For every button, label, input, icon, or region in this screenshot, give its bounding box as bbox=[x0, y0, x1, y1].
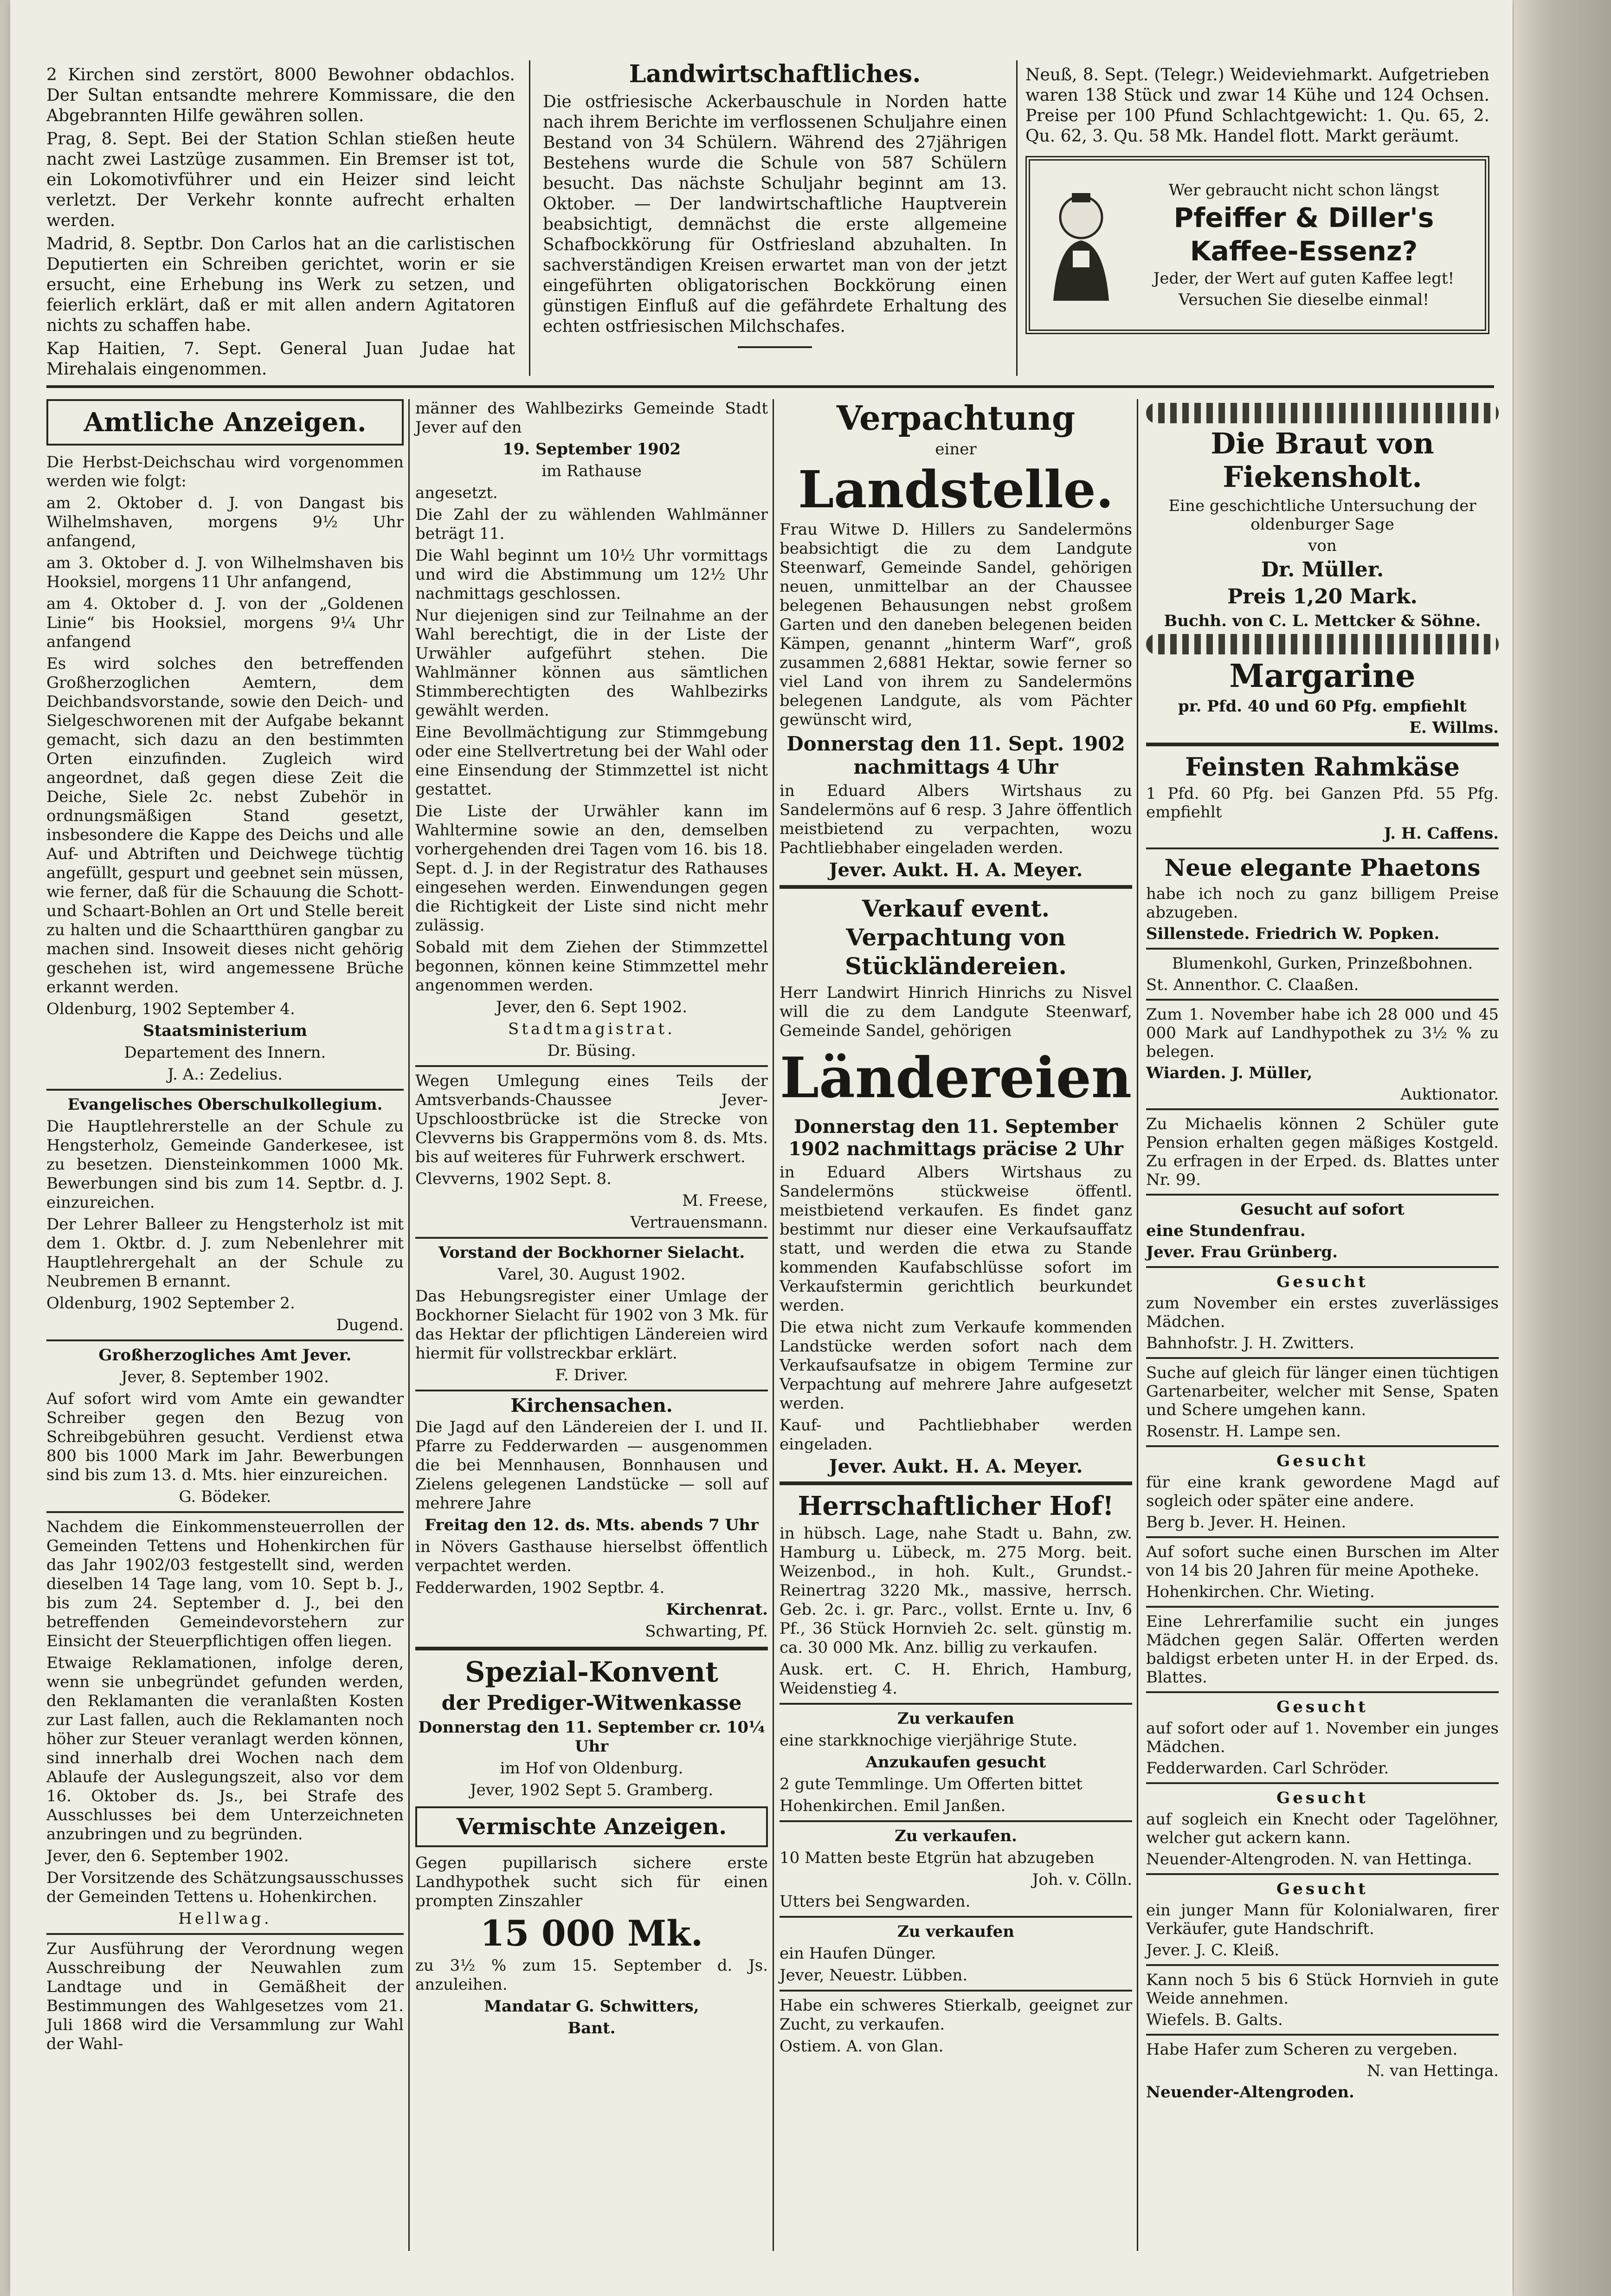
signature: Neuender-Altengroden. bbox=[1146, 2083, 1354, 2102]
verk-date: Donnerstag den 11. September 1902 nachmittags präcise 2 Uhr bbox=[788, 1116, 1123, 1160]
separator bbox=[415, 1390, 768, 1391]
section-title: Landwirtschaftliches. bbox=[629, 60, 921, 88]
ad-title: Gesucht bbox=[1276, 1789, 1368, 1807]
amt-text: Auf sofort wird vom Amte ein gewandter Schreiber gegen den Bezug von Schreibgebühren gesucht. Verdienst etwa 800 bis 1000 Mark im Jahr. Bewerbungen sind bis zum 13. d. Mts. hier einzureichen. bbox=[46, 1390, 404, 1484]
signature: Jever, Neuestr. Lübben. bbox=[780, 1966, 968, 1985]
news-item: Prag, 8. Sept. Bei der Station Schlan stießen heute nacht zwei Lastzüge zusammen. Ein Bremser ist tot, ein Lokomotivführer und ein Heizer sind leicht verletzt. Der Verkehr konnte aufrecht erhalten werden. bbox=[46, 129, 515, 230]
verp-date: Donnerstag den 11. Sept. 1902 nachmittags 4 Uhr bbox=[786, 732, 1125, 778]
signature: Neuender-Altengroden. N. van Hettinga. bbox=[1146, 1850, 1472, 1869]
signature: N. van Hettinga. bbox=[1366, 2062, 1499, 2080]
verp-title: Verpachtung bbox=[836, 398, 1076, 438]
top-col-2 bbox=[543, 60, 1007, 348]
separator bbox=[780, 1990, 1132, 1992]
signature: Der Vorsitzende des Schätzungsausschusses der Gemeinden Tettens u. Hohenkirchen. bbox=[46, 1869, 404, 1906]
verp-title: Landstelle. bbox=[798, 459, 1114, 519]
ad-text: eine starkknochige vierjährige Stute. bbox=[780, 1731, 1077, 1750]
page-edge bbox=[1514, 0, 1611, 2296]
ad-text: Kann noch 5 bis 6 Stück Hornvieh in gute Weide annehmen. bbox=[1146, 1971, 1499, 2008]
konvent-title: Spezial-Konvent bbox=[465, 1656, 718, 1688]
phae-title: Neue elegante Phaetons bbox=[1164, 854, 1481, 881]
place-date: Varel, 30. August 1902. bbox=[497, 1265, 686, 1284]
ad-text: Habe ein schweres Stierkalb, geeignet zur Zucht, zu verkaufen. bbox=[780, 1996, 1132, 2034]
signature: Hohenkirchen. Chr. Wieting. bbox=[1146, 1583, 1375, 1601]
ad-text: 10 Matten beste Etgrün hat abzugeben bbox=[780, 1849, 1095, 1867]
news-item: 2 Kirchen sind zerstört, 8000 Bewohner obdachlos. Der Sultan entsandte mehrere Kommissare, die den Abgebrannten Hilfe gewähren sollen. bbox=[46, 65, 515, 125]
ad-title: Gesucht bbox=[1276, 1452, 1368, 1470]
signature: Dr. Büsing. bbox=[547, 1041, 636, 1060]
column-divider bbox=[529, 60, 530, 376]
rahm-text: 1 Pfd. 60 Pfg. bei Ganzen Pfd. 55 Pfg. empfiehlt bbox=[1146, 784, 1499, 821]
verk-text: in Eduard Albers Wirtshaus zu Sandelermöns stückweise öffentl. meistbietend verkaufen. Es findet ganz bestimmt nur dieser eine Verkaufsauffatz statt, und werden die etwa zu Stande kommenden Kaufabschlüsse sofort im Verkaufstermin gerichtlich beurkundet werden. bbox=[780, 1163, 1132, 1315]
signature: E. Willms. bbox=[1409, 718, 1499, 737]
signature: Vertrauensmann. bbox=[630, 1213, 768, 1232]
phae-text: habe ich noch zu ganz billigem Preise abzugeben. bbox=[1146, 885, 1499, 922]
place-date: Jever, 8. September 1902. bbox=[121, 1368, 329, 1386]
wahl-text: männer des Wahlbezirks Gemeinde Stadt Jever auf den bbox=[415, 399, 768, 437]
separator bbox=[780, 1916, 1132, 1918]
signature: J. H. Caffens. bbox=[1384, 824, 1499, 843]
signature: Bant. bbox=[567, 2019, 616, 2037]
end-rule bbox=[738, 346, 812, 348]
signature: Auktionator. bbox=[1400, 1085, 1499, 1104]
separator bbox=[1146, 1873, 1499, 1875]
siel-text: Das Hebungsregister einer Umlage der Bockhorner Sielacht für 1902 von 3 Mk. für das Hektar der pflichtigen Ländereien wird hiermit für vollstreckbar erklärt. bbox=[415, 1287, 768, 1363]
verm-text: Gegen pupillarisch sichere erste Landhypothek sucht sich für einen prompten Zinszahler bbox=[415, 1854, 768, 1910]
agri-text: Die ostfriesische Ackerbauschule in Norden hatte nach ihrem Berichte im verflossenen Schuljahre einen Bestand von 34 Schülern. Während des 27jährigen Bestehens wurde die Schule von 587 Schülern besucht. Das nächste Schuljahr beginnt am 13. Oktober. — Der landwirtschaftliche Hauptverein beabsichtigt, demnächst die erste allgemeine Schafbockkörung für Ostfriesland abzuhalten. In sachverständigen Kreisen erwartet man von der jetzt eingeführten obligatorischen Bockkörung einen günstigen Einfluß auf die gefährdete Erhaltung des echten ostfriesischen Milchschafes. bbox=[543, 92, 1007, 336]
signature: Jever, 1902 Sept 5. Gramberg. bbox=[470, 1781, 714, 1799]
signature: Departement des Innern. bbox=[124, 1043, 326, 1062]
ad-text: Suche auf gleich für länger einen tüchtigen Gartenarbeiter, welcher mit Sense, Spaten und Schere umgehen kann. bbox=[1146, 1364, 1499, 1419]
separator bbox=[1146, 1108, 1499, 1110]
place-date: Jever, den 6. Sept 1902. bbox=[496, 998, 688, 1016]
verp-text: Frau Witwe D. Hillers zu Sandelermöns beabsichtigt die zu dem Landgute Steenwarf, Gemeinde Sandel, gehörigen neuen, unmittelbar an der Chaussee belegenen Behausungen nebst großem Garten und den daneben belegenen beiden Kämpen, genannt „hinterm Warf“, groß zusammen 2,6881 Hektar, sowie ferner so viel Land von ihrem zu Sandelermöns belegenen Landgute, als vom Pächter gewünscht wird, bbox=[780, 520, 1132, 729]
place-date: Oldenburg, 1902 September 4. bbox=[46, 1000, 295, 1018]
signature: Stadtmagistrat. bbox=[508, 1020, 675, 1038]
separator bbox=[780, 1481, 1132, 1485]
separator bbox=[46, 1933, 404, 1935]
signature: Fedderwarden. Carl Schröder. bbox=[1146, 1759, 1389, 1778]
separator bbox=[46, 1511, 404, 1513]
separator bbox=[415, 1647, 768, 1650]
place-date: Clevverns, 1902 Sept. 8. bbox=[415, 1170, 612, 1188]
ad-text: ein Haufen Dünger. bbox=[780, 1944, 936, 1963]
blum-text: Blumenkohl, Gurken, Prinzeßbohnen. bbox=[1172, 954, 1473, 973]
kirchen-text: in Növers Gasthause hierselbst öffentlich verpachtet werden. bbox=[415, 1538, 768, 1575]
deich-text: am 2. Oktober d. J. von Dangast bis Wilhelmshaven, morgens 9½ Uhr anfangend, bbox=[46, 494, 404, 550]
ad-text: Habe Hafer zum Scheren zu vergeben. bbox=[1146, 2040, 1458, 2059]
signature: Bahnhofstr. J. H. Zwitters. bbox=[1146, 1334, 1354, 1352]
ad-text: 2 gute Temmlinge. Um Offerten bittet bbox=[780, 1775, 1083, 1793]
deich-text: am 4. Oktober d. J. von der „Goldenen Linie“ bis Hooksiel, morgens 9¼ Uhr anfangend bbox=[46, 595, 404, 651]
section-title: Amtliche Anzeigen. bbox=[84, 407, 367, 438]
konvent-date: Donnerstag den 11. September cr. 10¼ Uhr bbox=[418, 1718, 765, 1756]
column-divider bbox=[1016, 60, 1018, 376]
hof-title: Herrschaftlicher Hof! bbox=[798, 1491, 1114, 1521]
verk-text: Kauf- und Pachtliebhaber werden eingeladen. bbox=[780, 1416, 1132, 1454]
ad-title: Gesucht auf sofort bbox=[1240, 1200, 1405, 1219]
ad-title: Gesucht bbox=[1276, 1273, 1368, 1291]
deich-text: Es wird solches den betreffenden Großherzoglichen Aemtern, dem Deichbandsvorstande, sowie den Deich- und Sielgeschworenen mit der Aufgabe bekannt gemacht, sich dazu an den bestimmten Orten einzufinden. Zugleich wird angeordnet, daß gegen diese Zeit die Deiche, Siele 2c. nebst Zubehör in ordnungsmäßigen Stand gesetzt, insbesondere die Kappe des Deichs und alle Auf- und Abtriften und Deichwege tüchtig angefüllt, gespurt und geebnet sein müssen, wie ferner, daß für die Schauung die Schott- und Schaart-Bohlen an Ort und Stelle bereit zu halten und die Schaartthüren gangbar zu machen sind. Insoweit dieses nicht gehörig geschehen ist, wird angemessene Brüche erkannt werden. bbox=[46, 654, 404, 996]
ad-text: eine Stundenfrau. bbox=[1146, 1222, 1306, 1240]
ornament-border bbox=[1146, 403, 1499, 423]
wahl-text: Nur diejenigen sind zur Teilnahme an der Wahl berechtigt, die in der Liste der Urwähler aufgeführt stehen. Die Wahlmänner können aus sämtlichen Stimmberechtigten des Wahlbezirks gewählt werden. bbox=[415, 606, 768, 720]
top-col-3 bbox=[1025, 65, 1489, 339]
signature: Wiefels. B. Galts. bbox=[1146, 2011, 1283, 2029]
ad-title: Zu verkaufen bbox=[897, 1709, 1014, 1728]
separator bbox=[46, 1339, 404, 1341]
konvent-place: im Hof von Oldenburg. bbox=[500, 1759, 683, 1778]
steuer-text: Etwaige Reklamationen, infolge deren, wenn sie unbegründet gefunden werden, den Reklamanten die veranlaßten Kosten zur Last fallen, auch die Reklamanten noch höher zur Steuer veranlagt werden können, sind innerhalb drei Wochen nach dem Ablaufe der Auslegungszeit, also vor dem 16. Oktober ds. Js., bei Strafe des Ausschlusses bei dem Unterzeichneten anzubringen und zu begründen. bbox=[46, 1654, 404, 1843]
steuer-text: Nachdem die Einkommensteuerrollen der Gemeinden Tettens und Hohenkirchen für das Jahr 1902/03 festgestellt sind, werden dieselben 14 Tage lang, vom 10. Sept b. J., bis zum 24. September d. J., bei den betreffenden Gemeindevorstehern zur Einsicht der Steuerpflichtigen offen liegen. bbox=[46, 1518, 404, 1650]
news-item: Kap Haitien, 7. Sept. General Juan Judae hat Mirehalais eingenommen. bbox=[46, 339, 515, 379]
chaussee-text: Wegen Umlegung eines Teils der Amtsverbands-Chaussee Jever-Upschloostbrücke ist die Strecke von Clevverns bis Grappermöns vom 8. ds. Mts. bis auf weiteres für Fuhrwerk erschwert. bbox=[415, 1072, 768, 1166]
signature: Ostiem. A. von Glan. bbox=[780, 2037, 944, 2056]
kirchen-text: Die Jagd auf den Ländereien der I. und II. Pfarre zu Fedderwarden — ausgenommen die bei Mennhausen, Bonnhausen und Zielens gelegenen Landstücke — soll auf mehrere Jahre bbox=[415, 1418, 768, 1513]
verk-text: Die etwa nicht zum Verkaufe kommenden Landstücke werden sofort nach dem Verkaufsaufsatze in obigem Termine zur Verpachtung auf mehrere Jahre aufgesetzt werden. bbox=[780, 1318, 1132, 1413]
verp-title: einer bbox=[935, 440, 977, 459]
place-date: Fedderwarden, 1902 Septbr. 4. bbox=[415, 1578, 665, 1597]
verk-title: Verkauf event. Verpachtung von Stückländereien. bbox=[845, 895, 1067, 980]
separator bbox=[1146, 1445, 1499, 1447]
signature: St. Annenthor. C. Claaßen. bbox=[1146, 976, 1359, 994]
verm-amount: 15 000 Mk. bbox=[480, 1913, 703, 1954]
ad-text: Eine Lehrerfamilie sucht ein junges Mädchen gegen Salär. Offerten werden baldigst erbeten unter H. in der Erped. ds. Blattes. bbox=[1146, 1612, 1499, 1687]
ev-text: Die Hauptlehrerstelle an der Schule zu Hengsterholz, Gemeinde Ganderkesee, ist zu besetzen. Diensteinkommen 1000 Mk. Bewerbungen sind bis zum 14. Septbr. d. J. einzureichen. bbox=[46, 1117, 404, 1212]
ad-title: Gesucht bbox=[1276, 1880, 1368, 1898]
news-item: Madrid, 8. Septbr. Don Carlos hat an die carlistischen Deputierten ein Schreiben gerichtet, worin er sie ersucht, eine Erhebung ins Werk zu setzen, und feierlich erklärt, daß er mit allen andern Agitatoren nichts zu schaffen habe. bbox=[46, 234, 515, 335]
place-date: Oldenburg, 1902 September 2. bbox=[46, 1294, 295, 1313]
signature: Dugend. bbox=[336, 1316, 404, 1334]
signature: Hellwag. bbox=[178, 1909, 272, 1928]
verk-big: Ländereien bbox=[780, 1045, 1132, 1111]
signature: M. Freese, bbox=[682, 1191, 768, 1210]
signature: Kirchenrat. bbox=[666, 1600, 768, 1619]
signature: Utters bei Sengwarden. bbox=[780, 1892, 971, 1911]
deich-text: am 3. Oktober d. J. von Wilhelmshaven bis Hooksiel, morgens 11 Uhr anfangend, bbox=[46, 554, 404, 591]
signature: Sillenstede. Friedrich W. Popken. bbox=[1146, 925, 1440, 943]
kaffee-line: Wer gebraucht nicht schon längst bbox=[1168, 181, 1439, 200]
separator bbox=[780, 885, 1132, 889]
hyp-text: Zum 1. November habe ich 28 000 und 45 000 Mark auf Landhypothek zu 3½ % zu belegen. bbox=[1146, 1005, 1499, 1061]
separator bbox=[1146, 2034, 1499, 2036]
wahl-text: Sobald mit dem Ziehen der Stimmzettel begonnen, können keine Stimmzettel mehr angenommen werden. bbox=[415, 938, 768, 995]
braut-title: Die Braut von Fiekensholt. bbox=[1211, 427, 1434, 494]
verk-text: Herr Landwirt Hinrich Hinrichs zu Nisvel will die zu dem Landgute Steenwarf, Gemeinde Sandel, gehörigen bbox=[780, 983, 1132, 1040]
wahl-place: im Rathause bbox=[541, 462, 642, 480]
kaffee-line: Jeder, der Wert auf guten Kaffee legt! bbox=[1153, 269, 1455, 288]
column-divider bbox=[773, 399, 774, 2251]
separator bbox=[780, 1820, 1132, 1822]
section-title: Evangelisches Oberschulkollegium. bbox=[67, 1095, 383, 1114]
col-3 bbox=[780, 399, 1132, 2059]
ev-text: Der Lehrer Balleer zu Hengsterholz ist mit dem 1. Oktbr. d. J. zum Nebenlehrer mit Hauptlehrergehalt an der Schule zu Neubremen B ernannt. bbox=[46, 1215, 404, 1291]
separator bbox=[415, 1237, 768, 1239]
separator bbox=[1146, 1691, 1499, 1693]
col-4 bbox=[1146, 399, 1499, 2104]
section-rule bbox=[46, 385, 1494, 388]
separator bbox=[1146, 743, 1499, 746]
deich-text: Die Herbst-Deichschau wird vorgenommen werden wie folgt: bbox=[46, 453, 404, 491]
verp-text: in Eduard Albers Wirtshaus zu Sandelermöns auf 6 resp. 3 Jahre öffentlich meistbietend zu verpachten, wozu Pachtliebhaber eingeladen werden. bbox=[780, 782, 1132, 857]
signature: F. Driver. bbox=[555, 1366, 628, 1384]
man-drinking-illustration bbox=[1039, 185, 1123, 305]
section-title: Kirchensachen. bbox=[510, 1395, 673, 1416]
col-2 bbox=[415, 399, 768, 2041]
signature: Rosenstr. H. Lampe sen. bbox=[1146, 1422, 1341, 1441]
ad-text: auf sogleich ein Knecht oder Tagelöhner, welcher gut ackern kann. bbox=[1146, 1810, 1499, 1847]
separator bbox=[1146, 999, 1499, 1001]
separator bbox=[1146, 847, 1499, 849]
ad-text: für eine krank gewordene Magd auf sogleich oder später eine andere. bbox=[1146, 1473, 1499, 1510]
wahl-text: Die Liste der Urwähler kann im Wahltermine sowie an den, demselben vorhergehenden drei Tagen vom 16. bis 18. Sept. d. J. in der Registratur des Rathauses eingesehen werden. Einwendungen gegen die Richtigkeit der Liste sind nicht mehr zulässig. bbox=[415, 802, 768, 935]
market-report: Neuß, 8. Sept. (Telegr.) Weideviehmarkt. Aufgetrieben waren 138 Stück und zwar 14 Kühe und 124 Ochsen. Preise per 100 Pfund Schlachtgewicht: 1. Qu. 65, 2. Qu. 62, 3. Qu. 58 Mk. Handel flott. Markt geräumt. bbox=[1025, 65, 1489, 146]
separator bbox=[1146, 948, 1499, 950]
hof-text: in hübsch. Lage, nahe Stadt u. Bahn, zw. Hamburg u. Lübeck, m. 275 Morg. beit. Weizenbod., in hoh. Kult., Grundst.-Reinertrag 3220 Mk., massive, herrsch. Geb. 2c. i. gr. Parc., vollst. Ernte u. Inv, 6 Pf., 36 Stück Hornvieh 2c. selt. günstig m. ca. 30 000 Mk. Anz. billig zu verkaufen. bbox=[780, 1524, 1132, 1657]
signature: Jever. Frau Grünberg. bbox=[1146, 1243, 1338, 1261]
wahl-text: Die Wahl beginnt um 10½ Uhr vormittags und wird die Abstimmung um 12½ Uhr nachmittags geschlossen. bbox=[415, 546, 768, 603]
wahl-text: Zur Ausführung der Verordnung wegen Ausschreibung der Neuwahlen zum Landtage und in Gemäßheit der Bestimmungen des Wahlgesetzes vom 21. Juli 1868 wird die Versammlung zur Wahl der Wahl- bbox=[46, 1940, 404, 2053]
signature: Mandatar G. Schwitters, bbox=[484, 1997, 699, 2016]
separator bbox=[1146, 1782, 1499, 1784]
top-col-1 bbox=[46, 65, 515, 382]
rahm-title: Feinsten Rahmkäse bbox=[1185, 752, 1460, 782]
wahl-date: 19. September 1902 bbox=[502, 440, 681, 459]
separator bbox=[1146, 1266, 1499, 1268]
marg-text: pr. Pfd. 40 und 60 Pfg. empfiehlt bbox=[1178, 697, 1467, 716]
amtliche-title-box bbox=[46, 399, 404, 446]
separator bbox=[1146, 1606, 1499, 1608]
vermischte-title-box bbox=[415, 1806, 768, 1847]
ad-title: Zu verkaufen bbox=[897, 1922, 1014, 1941]
braut-author: Dr. Müller. bbox=[1261, 558, 1384, 582]
signature: Jever. J. C. Kleiß. bbox=[1146, 1941, 1280, 1960]
separator bbox=[1146, 1536, 1499, 1538]
wahl-text: Eine Bevollmächtigung zur Stimmgebung oder eine Stellvertretung bei der Wahl oder eine Einsendung der Stimmzettel ist nicht gestattet. bbox=[415, 723, 768, 799]
column-divider bbox=[1137, 399, 1138, 2251]
signature: J. A.: Zedelius. bbox=[168, 1065, 283, 1084]
verm-text: zu 3½ % zum 15. September d. Js. anzuleihen. bbox=[415, 1956, 768, 1994]
col-1 bbox=[46, 399, 404, 2057]
separator bbox=[780, 1703, 1132, 1705]
kaffee-brand: Pfeiffer & Diller's bbox=[1173, 202, 1434, 233]
braut-von: von bbox=[1308, 537, 1337, 555]
braut-sub: Eine geschichtliche Untersuchung der oldenburger Sage bbox=[1168, 497, 1476, 534]
pens-text: Zu Michaelis können 2 Schüler gute Pension erhalten gegen mäßiges Kostgeld. Zu erfragen in der Erped. ds. Blattes unter Nr. 99. bbox=[1146, 1115, 1499, 1189]
ornament-border bbox=[1146, 634, 1499, 654]
place-date: Jever, den 6. September 1902. bbox=[46, 1847, 289, 1865]
ad-text: Auf sofort suche einen Burschen im Alter von 14 bis 20 Jahren für meine Apotheke. bbox=[1146, 1543, 1499, 1580]
separator bbox=[1146, 1357, 1499, 1359]
signature: Ausk. ert. C. H. Ehrich, Hamburg, Weidenstieg 4. bbox=[780, 1660, 1132, 1698]
section-title: Vermischte Anzeigen. bbox=[456, 1814, 727, 1840]
section-title: Großherzogliches Amt Jever. bbox=[98, 1346, 352, 1365]
separator bbox=[46, 1089, 404, 1091]
column-divider bbox=[408, 399, 410, 2251]
section-title: Vorstand der Bockhorner Sielacht. bbox=[438, 1243, 745, 1262]
signature: Wiarden. J. Müller, bbox=[1146, 1064, 1313, 1082]
ad-title: Gesucht bbox=[1276, 1698, 1368, 1716]
marg-title: Margarine bbox=[1229, 658, 1416, 695]
separator bbox=[415, 1065, 768, 1067]
ad-title: Anzukaufen gesucht bbox=[865, 1753, 1046, 1772]
signature: Jever. Aukt. H. A. Meyer. bbox=[829, 1455, 1083, 1477]
kirchen-date: Freitag den 12. ds. Mts. abends 7 Uhr bbox=[425, 1516, 759, 1534]
signature: Jever. Aukt. H. A. Meyer. bbox=[829, 859, 1083, 881]
ad-text: ein junger Mann für Kolonialwaren, firer Verkäufer, gute Handschrift. bbox=[1146, 1901, 1499, 1938]
ad-text: auf sofort oder auf 1. November ein junges Mädchen. bbox=[1146, 1719, 1499, 1756]
signature: Schwarting, Pf. bbox=[645, 1622, 768, 1641]
signature: Hohenkirchen. Emil Janßen. bbox=[780, 1797, 1006, 1815]
braut-price: Preis 1,20 Mark. bbox=[1227, 585, 1418, 608]
braut-pub: Buchh. von C. L. Mettcker & Söhne. bbox=[1164, 612, 1481, 630]
signature: Joh. v. Cölln. bbox=[1032, 1870, 1132, 1889]
signature: Berg b. Jever. H. Heinen. bbox=[1146, 1513, 1347, 1532]
kaffee-ad bbox=[1025, 156, 1489, 334]
kaffee-line: Versuchen Sie dieselbe einmal! bbox=[1179, 291, 1429, 309]
separator bbox=[1146, 1194, 1499, 1196]
separator bbox=[1146, 1964, 1499, 1966]
signature: G. Bödeker. bbox=[179, 1488, 271, 1506]
ad-title: Zu verkaufen. bbox=[895, 1827, 1017, 1845]
konvent-subtitle: der Prediger-Witwenkasse bbox=[441, 1691, 742, 1715]
wahl-text: angesetzt. bbox=[415, 484, 498, 502]
signature: Staatsministerium bbox=[143, 1022, 307, 1040]
ad-text: zum November ein erstes zuverlässiges Mädchen. bbox=[1146, 1294, 1499, 1331]
wahl-text: Die Zahl der zu wählenden Wahlmänner beträgt 11. bbox=[415, 505, 768, 543]
kaffee-product: Kaffee-Essenz? bbox=[1190, 235, 1418, 267]
